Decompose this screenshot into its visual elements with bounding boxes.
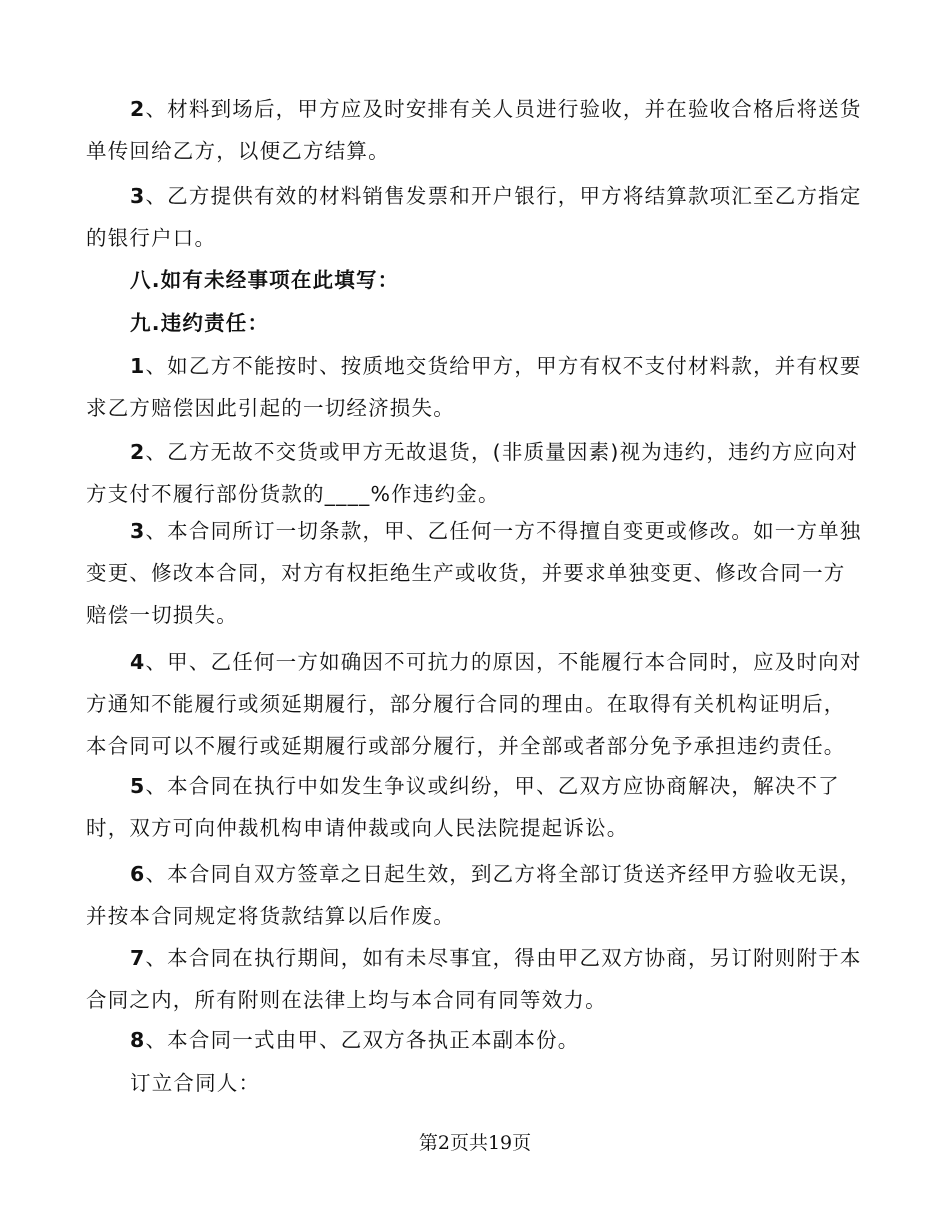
paragraph-text: 、本合同自双方签章之日起生效，到乙方将全部订货送齐经甲方验收无误，并按本合同规定将货款结算以后作废。	[86, 862, 862, 928]
paragraph-9-4	[86, 641, 866, 767]
page-number-footer: 第2页共19页	[418, 1132, 532, 1154]
paragraph-number: 3	[130, 184, 146, 208]
paragraph-text: 、乙方无故不交货或甲方无故退货，(非质量因素)视为违约，违约方应向对方支付不履行部份货款的____%作违约金。	[86, 440, 859, 506]
paragraph-number: 5	[130, 774, 146, 798]
paragraph-9-2	[86, 431, 866, 515]
signatory-label: 订立合同人：	[130, 1071, 261, 1095]
paragraph-text: 、甲、乙任何一方如确因不可抗力的原因，不能履行本合同时，应及时向对方通知不能履行或须延期履行，部分履行合同的理由。在取得有关机构证明后，本合同可以不履行或延期履行或部分履行，并全部或者部分免予承担违约责任。	[86, 650, 862, 758]
paragraph-9-5	[86, 765, 866, 849]
paragraph-number: 6	[130, 862, 146, 886]
paragraph-number: 1	[130, 354, 146, 378]
paragraph-text: 、如乙方不能按时、按质地交货给甲方，甲方有权不支付材料款，并有权要求乙方赔偿因此引起的一切经济损失。	[86, 354, 862, 420]
paragraph-text: 、乙方提供有效的材料销售发票和开户银行，甲方将结算款项汇至乙方指定的银行户口。	[86, 184, 862, 250]
paragraph-9-7	[86, 937, 866, 1021]
paragraph-2-acceptance	[86, 88, 866, 172]
paragraph-9-3	[86, 510, 866, 636]
paragraph-text: 、本合同一式由甲、乙双方各执正本副本份。	[145, 1028, 580, 1052]
paragraph-text: 、本合同所订一切条款，甲、乙任何一方不得擅自变更或修改。如一方单独变更、修改本合同，对方有权拒绝生产或收货，并要求单独变更、修改合同一方赔偿一切损失。	[86, 519, 862, 627]
paragraph-9-8	[86, 1019, 866, 1061]
paragraph-number: 7	[130, 946, 146, 970]
paragraph-9-1	[86, 345, 866, 429]
paragraph-text: 、本合同在执行期间，如有未尽事宜，得由甲乙双方协商，另订附则附于本合同之内，所有附则在法律上均与本合同有同等效力。	[86, 946, 862, 1012]
paragraph-text: 、本合同在执行中如发生争议或纠纷，甲、乙双方应协商解决，解决不了时，双方可向仲裁机构申请仲裁或向人民法院提起诉讼。	[86, 774, 840, 840]
paragraph-number: 8	[130, 1028, 146, 1052]
paragraph-number: 2	[130, 97, 146, 121]
paragraph-number: 2	[130, 440, 146, 464]
section-heading-8: 八.如有未经事项在此填写：	[130, 268, 400, 292]
paragraph-number: 3	[130, 519, 146, 543]
paragraph-3-payment	[86, 175, 866, 259]
paragraph-text: 、材料到场后，甲方应及时安排有关人员进行验收，并在验收合格后将送货单传回给乙方，以便乙方结算。	[86, 97, 862, 163]
section-heading-9: 九.违约责任：	[130, 311, 270, 335]
paragraph-number: 4	[130, 650, 146, 674]
paragraph-9-6	[86, 853, 866, 937]
